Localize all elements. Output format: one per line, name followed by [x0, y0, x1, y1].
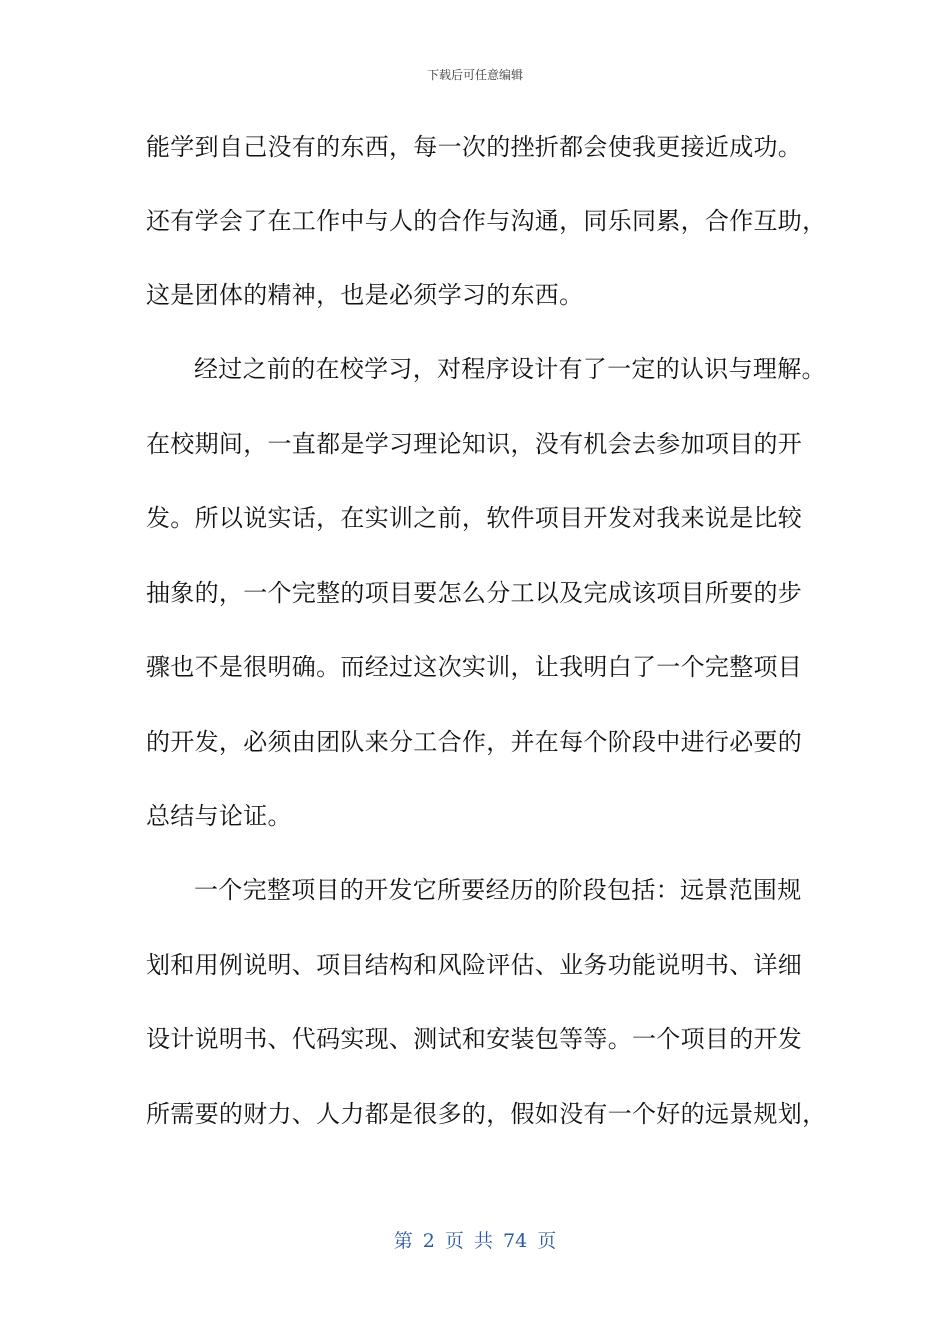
- text-line: 骤也不是很明确。而经过这次实训，让我明白了一个完整项目: [146, 653, 803, 681]
- paragraph-first-line: 经过之前的在校学习，对程序设计有了一定的认识与理解。: [194, 355, 826, 383]
- text-line: 还有学会了在工作中与人的合作与沟通，同乐同累，合作互助，: [146, 207, 827, 235]
- text-line: 这是团体的精神，也是必须学习的东西。: [146, 281, 584, 309]
- text-line: 发。所以说实话，在实训之前，软件项目开发对我来说是比较: [146, 504, 803, 532]
- text-line: 总结与论证。: [146, 802, 292, 830]
- page-number-footer: 第 2 页 共 74 页: [393, 1230, 557, 1252]
- header-note: 下载后可任意编辑: [426, 68, 523, 82]
- text-line: 所需要的财力、人力都是很多的，假如没有一个好的远景规划，: [146, 1100, 827, 1128]
- text-line: 划和用例说明、项目结构和风险评估、业务功能说明书、详细: [146, 951, 803, 979]
- text-line: 设计说明书、代码实现、测试和安装包等等。一个项目的开发: [146, 1025, 803, 1053]
- text-line: 在校期间，一直都是学习理论知识，没有机会去参加项目的开: [146, 430, 803, 458]
- text-line: 能学到自己没有的东西，每一次的挫折都会使我更接近成功。: [146, 133, 803, 161]
- text-line: 抽象的，一个完整的项目要怎么分工以及完成该项目所要的步: [146, 579, 803, 607]
- text-line: 的开发，必须由团队来分工合作，并在每个阶段中进行必要的: [146, 728, 803, 756]
- paragraph-first-line: 一个完整项目的开发它所要经历的阶段包括：远景范围规: [194, 876, 802, 904]
